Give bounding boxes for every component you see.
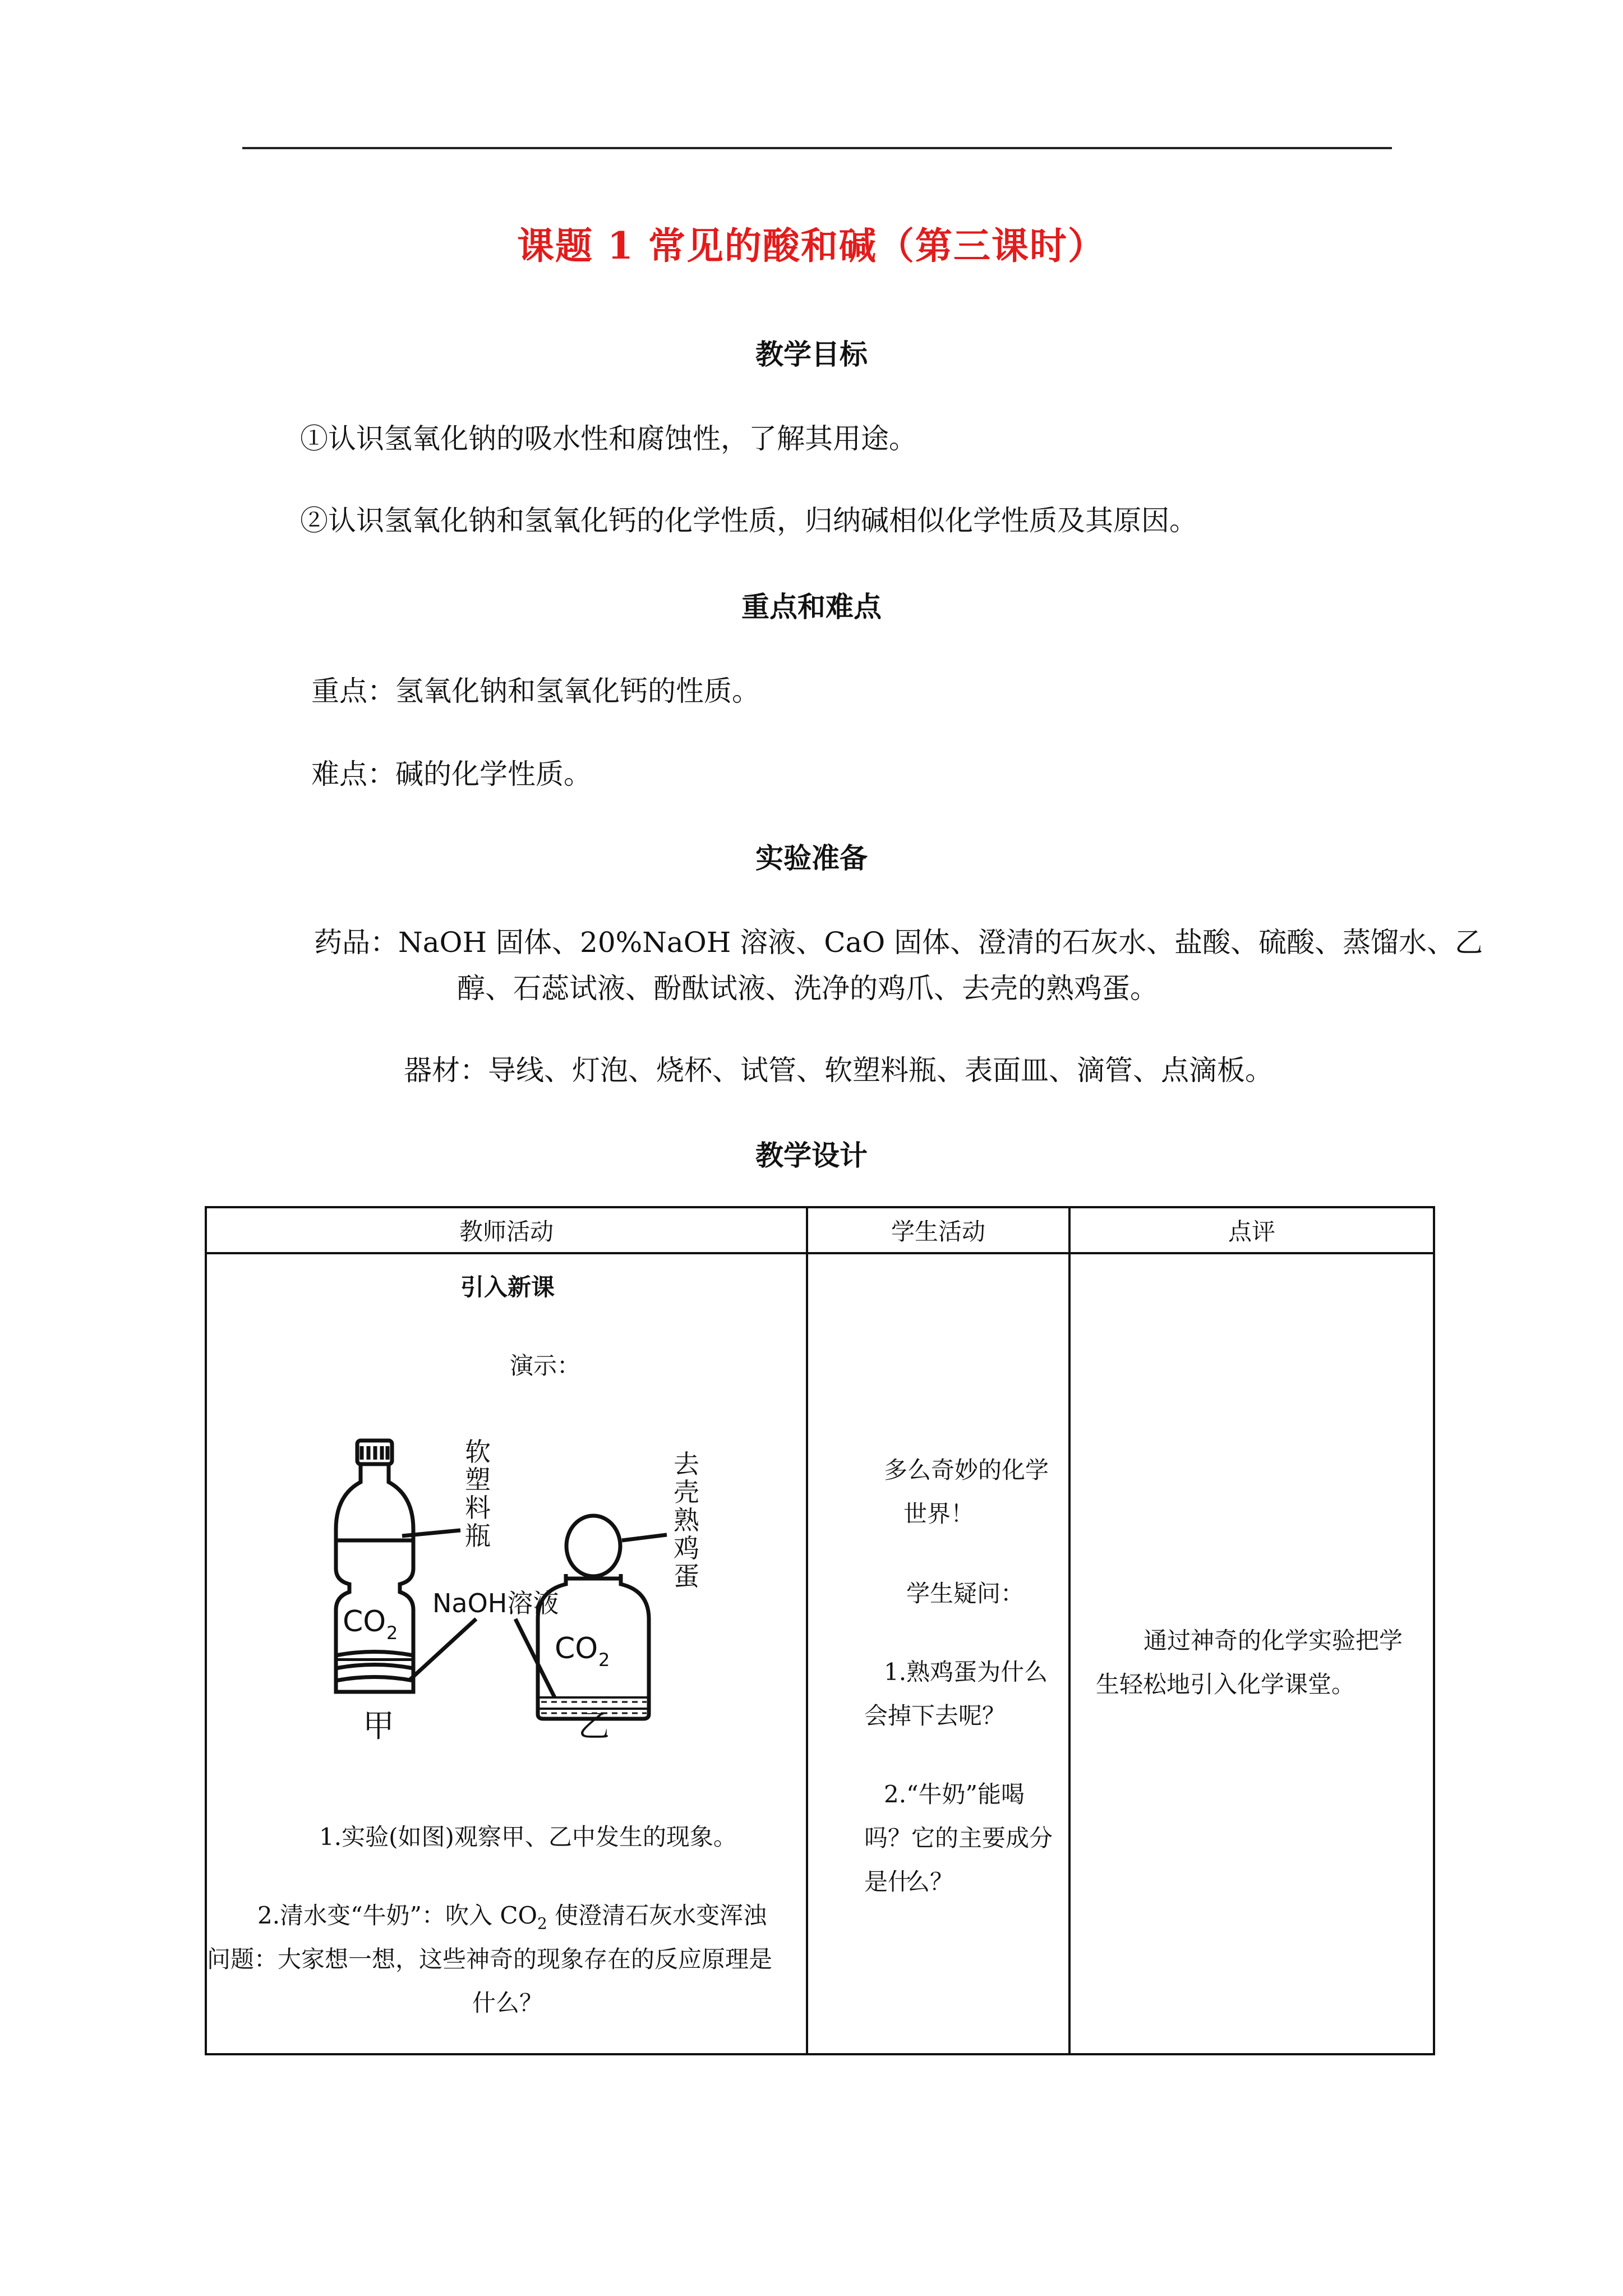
comment-line: 通过神奇的化学实验把学 xyxy=(1144,1627,1403,1654)
table-row xyxy=(206,1253,1434,2054)
goal-item: ②认识氢氧化钠和氢氧化钙的化学性质，归纳碱相似化学性质及其原因。 xyxy=(300,504,1197,537)
goal-item: ①认识氢氧化钠的吸水性和腐蚀性，了解其用途。 xyxy=(300,422,917,455)
equipment-line: 器材：导线、灯泡、烧杯、试管、软塑料瓶、表面皿、滴管、点滴板。 xyxy=(404,1054,1273,1087)
egg-label-char: 壳 xyxy=(674,1477,699,1507)
bottle-label-char: 塑 xyxy=(465,1465,491,1495)
co2-label-jia: CO xyxy=(343,1605,386,1639)
egg-label-char: 去 xyxy=(674,1449,699,1479)
teacher-cell xyxy=(206,1253,807,2054)
bottle-label-char: 软 xyxy=(465,1437,491,1467)
focus-heading: 重点和难点 xyxy=(741,590,882,623)
egg-label-char: 鸡 xyxy=(674,1533,699,1563)
header-student: 学生活动 xyxy=(807,1207,1069,1253)
difficulty-point: 难点：碱的化学性质。 xyxy=(311,758,592,790)
demo-label: 演示： xyxy=(510,1352,581,1379)
lesson-title: 课题 1 常见的酸和碱（第三课时） xyxy=(517,224,1106,268)
solution-label: NaOH溶液 xyxy=(432,1588,559,1618)
bottle-label-char: 瓶 xyxy=(465,1521,491,1551)
drugs-line: 药品：NaOH 固体、20%NaOH 溶液、CaO 固体、澄清的石灰水、盐酸、硫酸、蒸馏水、乙 xyxy=(314,926,1483,959)
teacher-subheading: 引入新课 xyxy=(460,1273,555,1301)
step-2-text: 使澄清石灰水变浑浊 xyxy=(547,1902,767,1929)
egg-label-char: 蛋 xyxy=(674,1561,699,1591)
goals-heading: 教学目标 xyxy=(755,338,868,371)
co2-subscript: 2 xyxy=(386,1622,398,1644)
comment-line: 生轻松地引入化学课堂。 xyxy=(1096,1671,1355,1698)
student-line: 世界！ xyxy=(903,1500,975,1527)
design-heading: 教学设计 xyxy=(755,1139,868,1172)
student-question: 2.“牛奶”能喝 xyxy=(884,1780,1025,1808)
student-question: 1.熟鸡蛋为什么 xyxy=(884,1658,1048,1686)
header-rule xyxy=(242,147,1392,149)
step-2-subscript: 2 xyxy=(537,1914,547,1933)
student-question: 么？ xyxy=(906,1868,954,1895)
experiment-figure xyxy=(313,1434,717,1748)
header-teacher: 教师活动 xyxy=(206,1207,807,1253)
student-doubt: 学生疑问： xyxy=(906,1580,1025,1607)
key-point: 重点：氢氧化钠和氢氧化钙的性质。 xyxy=(311,675,760,707)
bottle-label-char: 料 xyxy=(465,1493,491,1523)
prep-heading: 实验准备 xyxy=(755,841,868,875)
student-question: 会掉下去呢？ xyxy=(864,1702,1006,1729)
lesson-table xyxy=(205,1206,1435,2055)
jia-label: 甲 xyxy=(363,1708,394,1745)
header-comment: 点评 xyxy=(1069,1207,1434,1253)
yi-label: 乙 xyxy=(578,1708,610,1745)
student-question: 吗？它的主要成分是什 xyxy=(864,1824,1053,1895)
step-2-text: 2.清水变“牛奶”：吹入 CO xyxy=(257,1902,537,1929)
step-1: 1.实验(如图)观察甲、乙中发生的现象。 xyxy=(319,1823,737,1851)
co2-subscript: 2 xyxy=(598,1649,610,1671)
question-line: 什么？ xyxy=(472,1989,543,2017)
question-line: 问题：大家想一想，这些神奇的现象存在的反应原理是 xyxy=(207,1945,773,1973)
student-cell xyxy=(807,1253,1069,2054)
egg-label-char: 熟 xyxy=(674,1505,699,1535)
comment-cell xyxy=(1069,1253,1434,2054)
co2-label-yi: CO xyxy=(555,1632,598,1665)
drugs-line: 醇、石蕊试液、酚酞试液、洗净的鸡爪、去壳的熟鸡蛋。 xyxy=(457,972,1158,1005)
student-line: 多么奇妙的化学 xyxy=(884,1456,1049,1484)
table-header-row xyxy=(206,1207,1434,1253)
